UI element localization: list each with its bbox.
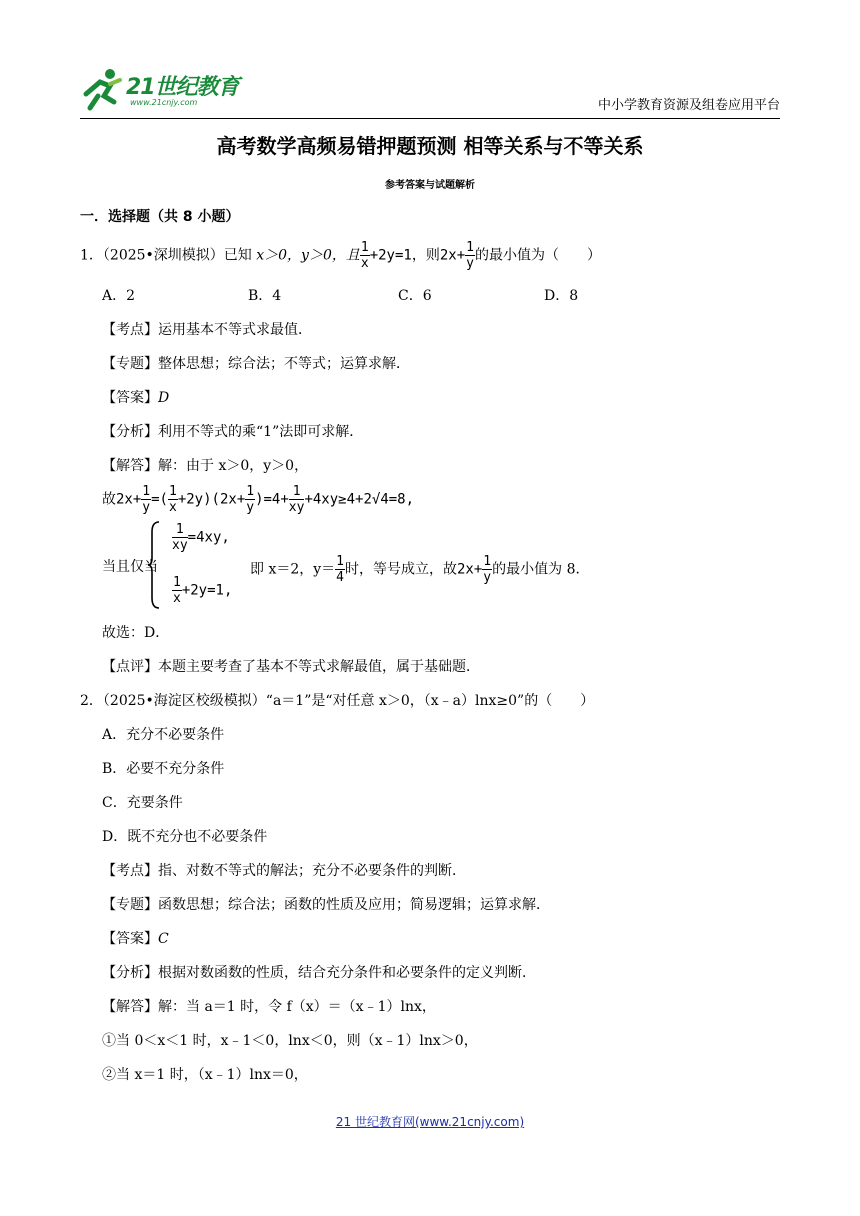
q2-answer-label: 【答案】 bbox=[102, 931, 158, 947]
logo bbox=[80, 66, 250, 114]
q2-zhuanti: 【专题】函数思想；综合法；函数的性质及应用；简易逻辑；运算求解． bbox=[102, 897, 550, 913]
q2-case-2: ②当 x＝1 时，（x﹣1）lnx＝0， bbox=[102, 1067, 308, 1083]
runner-logo-icon bbox=[80, 66, 126, 112]
q1-conclusion-line: 即 x＝2，y＝ $\frac{1}{4}$ 时，等号成立，故2x+ $\frac{1}{y}$ 的最小值为 8． bbox=[250, 554, 590, 585]
q2-case-1: ①当 0＜x＜1 时，x﹣1＜0，lnx＜0，则（x﹣1）lnx＞0， bbox=[102, 1033, 478, 1049]
q1-stem bbox=[80, 240, 601, 271]
q1-answer-value: D bbox=[158, 390, 170, 406]
q1-frac-1-over-y: $\frac{1}{y}$ bbox=[466, 240, 474, 271]
q1-eq-part: +2y=1 bbox=[369, 247, 412, 264]
q1-dangqie: 当且仅当 bbox=[102, 559, 158, 575]
q2-kaodian: 【考点】指、对数不等式的解法；充分不必要条件的判断． bbox=[102, 863, 466, 879]
q1-option-a: A．2 bbox=[102, 288, 136, 304]
header-platform-text: 中小学教育资源及组卷应用平台 bbox=[597, 98, 780, 113]
q1-option-c: C．6 bbox=[398, 288, 432, 304]
brace-icon bbox=[148, 520, 160, 610]
q1-jieda: 【解答】解：由于 x＞0，y＞0， bbox=[102, 458, 309, 474]
q2-option-c: C．充要条件 bbox=[102, 795, 183, 811]
footer-link[interactable]: 21 世纪教育网(www.21cnjy.com) bbox=[335, 1115, 525, 1129]
q1-expr: 2x+ bbox=[439, 247, 466, 264]
header-divider bbox=[80, 118, 780, 119]
logo-text: 21世纪教育 bbox=[126, 75, 239, 100]
q1-dianping: 【点评】本题主要考查了基本不等式求解最值，属于基础题． bbox=[102, 659, 480, 675]
q1-kaodian: 【考点】运用基本不等式求最值． bbox=[102, 322, 312, 338]
q1-option-b: B．4 bbox=[248, 288, 282, 304]
q1-fenxi: 【分析】利用不等式的乘“1”法即可求解． bbox=[102, 424, 364, 440]
q1-system-eq-2: $\frac{1}{x}$ +2y=1, bbox=[173, 575, 233, 606]
q1-answer bbox=[102, 387, 169, 407]
q1-gu: 故 bbox=[102, 491, 116, 508]
page-title: 高考数学高频易错押题预测 相等关系与不等关系 bbox=[216, 134, 644, 158]
q2-jieda: 【解答】解：当 a＝1 时，令 f（x）＝（x﹣1）lnx， bbox=[102, 999, 436, 1015]
q1-stem-suffix: 的最小值为（ ） bbox=[474, 247, 601, 264]
q1-guxuan: 故选：D． bbox=[102, 625, 170, 641]
q2-option-a: A．充分不必要条件 bbox=[102, 727, 225, 743]
q2-stem: 2．（2025•海淀区校级模拟）“a＝1”是“对任意 x＞0，（x﹣a）lnx≥0”的（ ） bbox=[80, 693, 595, 709]
q2-fenxi: 【分析】根据对数函数的性质，结合充分条件和必要条件的定义判断． bbox=[102, 965, 536, 981]
q2-option-b: B．必要不充分条件 bbox=[102, 761, 225, 777]
page-subtitle: 参考答案与试题解析 bbox=[385, 180, 475, 191]
logo-url: www.21cnjy.com bbox=[130, 98, 198, 107]
q1-stem-condition: x＞0，y＞0，且 bbox=[256, 247, 360, 264]
q1-system-eq-1: $\frac{1}{xy}$ =4xy, bbox=[172, 522, 230, 553]
q1-frac-1-over-x: $\frac{1}{x}$ bbox=[360, 240, 369, 271]
q1-equation-line: 故2x+ $\frac{1}{y}$ =( $\frac{1}{x}$ +2y)(2x+ $\frac{1}{y}$ )=4+ $\frac{1}{xy}$ +4xy≥4+2√4=8, bbox=[102, 484, 415, 515]
q1-zhuanti: 【专题】整体思想；综合法；不等式；运算求解． bbox=[102, 356, 410, 372]
section-heading: 一．选择题（共 8 小题） bbox=[80, 209, 240, 225]
q1-answer-label: 【答案】 bbox=[102, 390, 158, 406]
q1-option-d: D．8 bbox=[544, 288, 579, 304]
page-header bbox=[80, 64, 780, 120]
q2-answer bbox=[102, 928, 169, 948]
q2-option-d: D．既不充分也不必要条件 bbox=[102, 829, 268, 845]
q2-answer-value: C bbox=[158, 931, 169, 947]
q1-stem-prefix: 1．（2025•深圳模拟）已知 bbox=[80, 247, 257, 264]
q1-stem-then: ，则 bbox=[411, 247, 440, 264]
